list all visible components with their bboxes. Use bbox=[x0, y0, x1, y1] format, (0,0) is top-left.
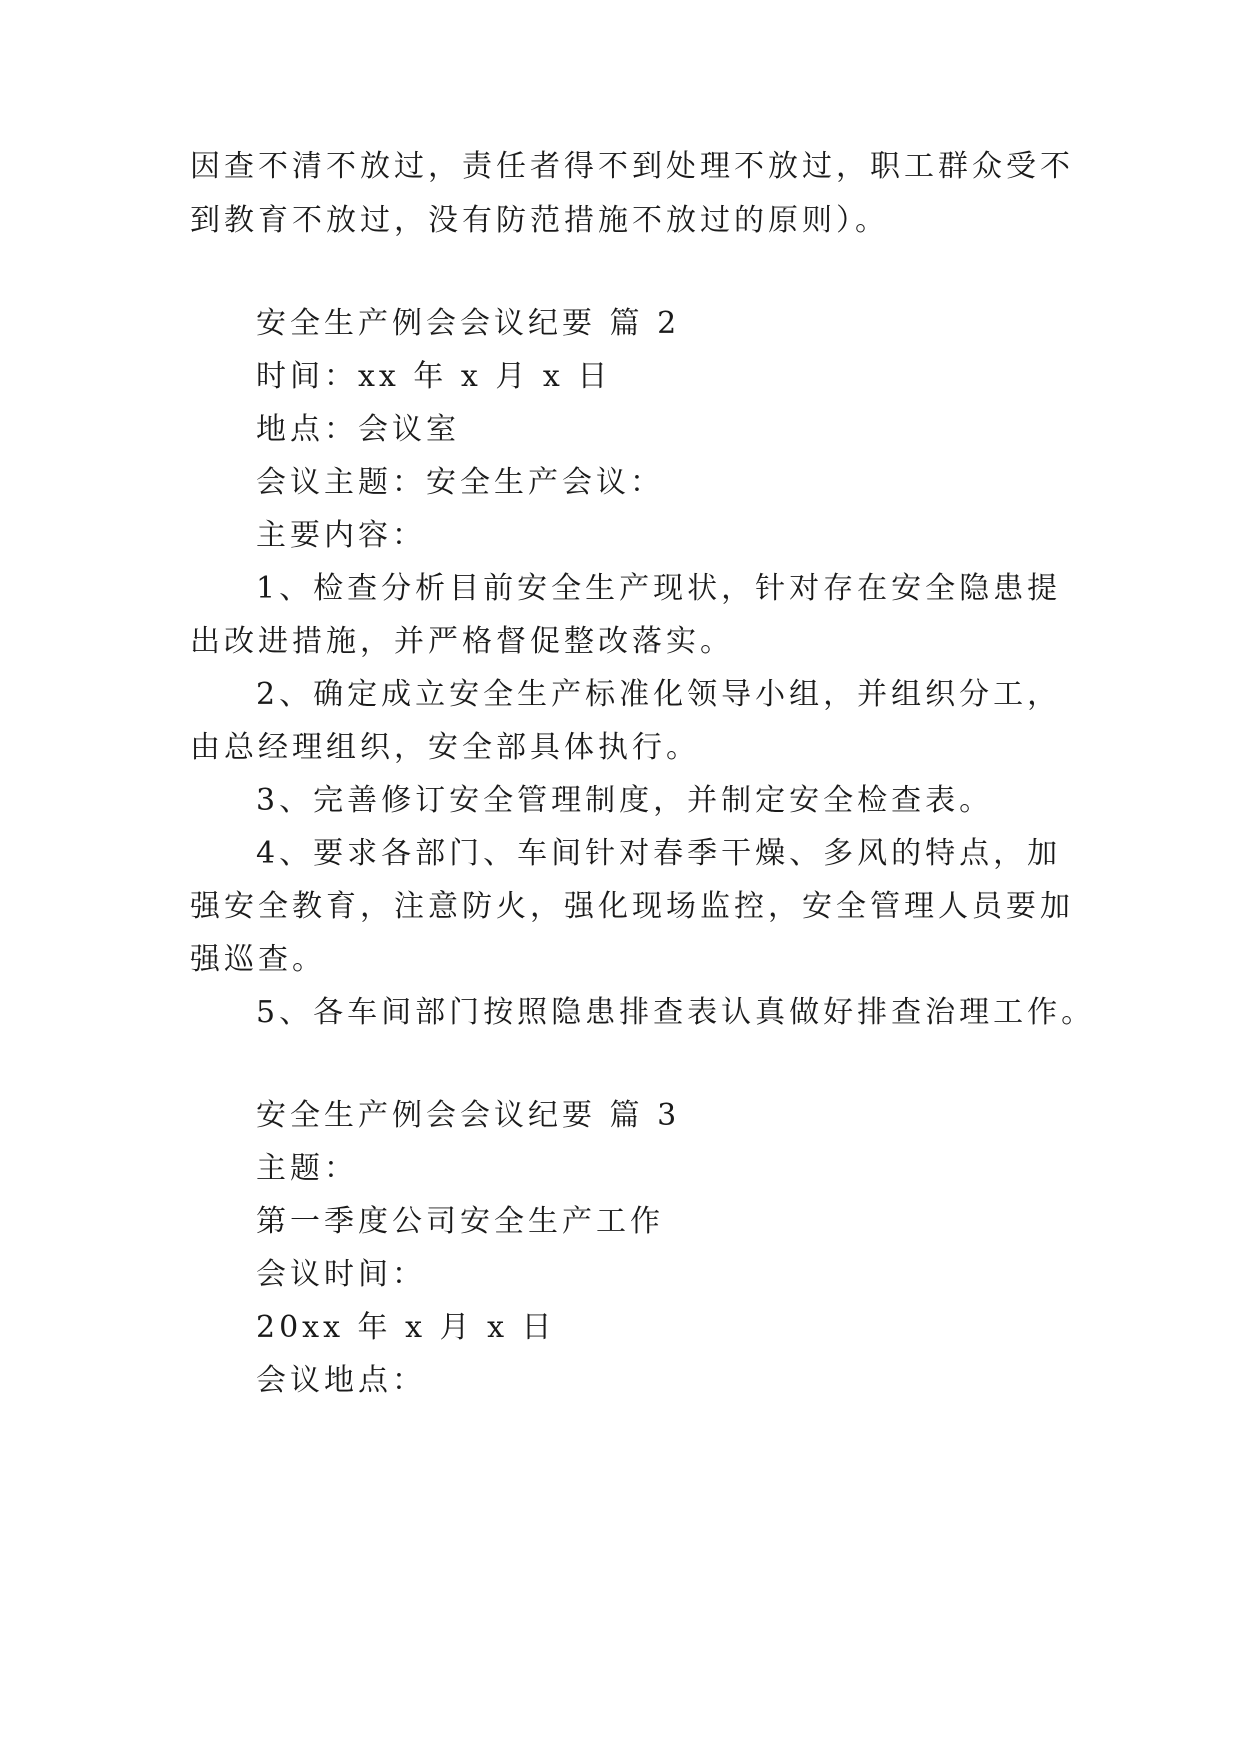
section2-place: 地点：会议室 bbox=[256, 412, 460, 447]
section2-item-4-line-1: 4、要求各部门、车间针对春季干燥、多风的特点，加 bbox=[256, 836, 1062, 871]
intro-line-1: 因查不清不放过，责任者得不到处理不放过，职工群众受不 bbox=[190, 149, 1074, 184]
section2-item-2-line-2: 由总经理组织，安全部具体执行。 bbox=[190, 730, 700, 765]
section3-title: 安全生产例会会议纪要 篇 3 bbox=[256, 1098, 681, 1133]
section2-topic: 会议主题：安全生产会议： bbox=[256, 465, 664, 500]
section3-time-label: 会议时间： bbox=[256, 1257, 426, 1292]
section3-time-value: 20xx 年 x 月 x 日 bbox=[256, 1310, 556, 1345]
intro-line-2: 到教育不放过，没有防范措施不放过的原则）。 bbox=[190, 203, 889, 238]
section3-theme-value: 第一季度公司安全生产工作 bbox=[256, 1204, 664, 1239]
section2-time: 时间：xx 年 x 月 x 日 bbox=[256, 359, 612, 394]
section2-item-1-line-1: 1、检查分析目前安全生产现状，针对存在安全隐患提 bbox=[256, 571, 1062, 606]
section2-content-label: 主要内容： bbox=[256, 518, 426, 553]
section2-item-1-line-2: 出改进措施，并严格督促整改落实。 bbox=[190, 624, 734, 659]
section2-item-4-line-3: 强巡查。 bbox=[190, 942, 326, 977]
section2-item-3-line-1: 3、完善修订安全管理制度，并制定安全检查表。 bbox=[256, 783, 994, 818]
section2-item-5-line-1: 5、各车间部门按照隐患排查表认真做好排查治理工作。 bbox=[256, 995, 1096, 1030]
section3-place-label: 会议地点： bbox=[256, 1363, 426, 1398]
section3-theme-label: 主题： bbox=[256, 1151, 358, 1186]
section2-item-4-line-2: 强安全教育，注意防火，强化现场监控，安全管理人员要加 bbox=[190, 889, 1074, 924]
section2-item-2-line-1: 2、确定成立安全生产标准化领导小组，并组织分工， bbox=[256, 677, 1062, 712]
section2-title: 安全生产例会会议纪要 篇 2 bbox=[256, 306, 681, 341]
